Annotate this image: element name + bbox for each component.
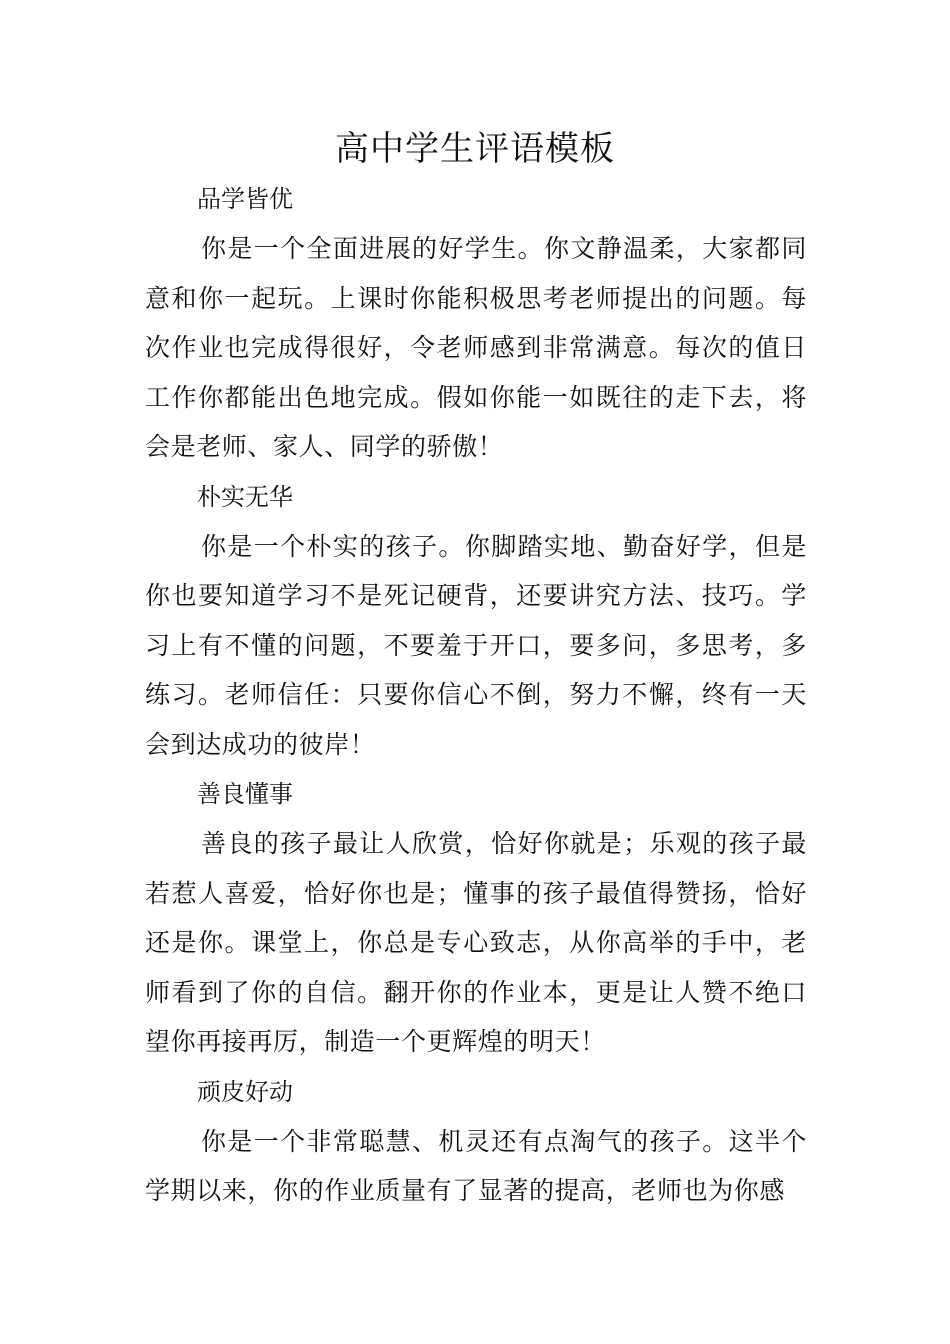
section-paragraph: 你是一个非常聪慧、机灵还有点淘气的孩子。这半个学期以来，你的作业质量有了显著的提高，老师也为你感 — [145, 1126, 807, 1205]
document-title: 高中学生评语模板 — [335, 129, 615, 169]
section-paragraph: 善良的孩子最让人欣赏，恰好你就是；乐观的孩子最若惹人喜爱，恰好你也是；懂事的孩子最值得赞扬，恰好还是你。课堂上，你总是专心致志，从你高举的手中，老师看到了你的自信。翻开你的作业本，更是让人赞不绝口望你再接再厉，制造一个更辉煌的明天！ — [145, 829, 807, 1056]
comment-section-1 — [145, 174, 807, 472]
section-paragraph: 你是一个全面进展的好学生。你文静温柔，大家都同意和你一起玩。上课时你能积极思考老师提出的问题。每次作业也完成得很好，令老师感到非常满意。每次的值日工作你都能出色地完成。假如你能一如既往的走下去，将会是老师、家人、同学的骄傲！ — [145, 234, 807, 461]
section-heading: 顽皮好动 — [197, 1077, 293, 1106]
section-heading: 品学皆优 — [197, 185, 293, 213]
section-heading: 朴实无华 — [197, 482, 293, 511]
section-heading: 善良懂事 — [197, 780, 293, 808]
comment-section-4 — [145, 1067, 807, 1216]
comment-section-3 — [145, 769, 807, 1067]
comment-section-2 — [145, 472, 807, 770]
section-paragraph: 你是一个朴实的孩子。你脚踏实地、勤奋好学，但是你也要知道学习不是死记硬背，还要讲究方法、技巧。学习上有不懂的问题，不要羞于开口，要多问，多思考，多练习。老师信任：只要你信心不倒，努力不懈，终有一天会到达成功的彼岸！ — [145, 531, 807, 759]
document-body — [145, 174, 807, 1216]
